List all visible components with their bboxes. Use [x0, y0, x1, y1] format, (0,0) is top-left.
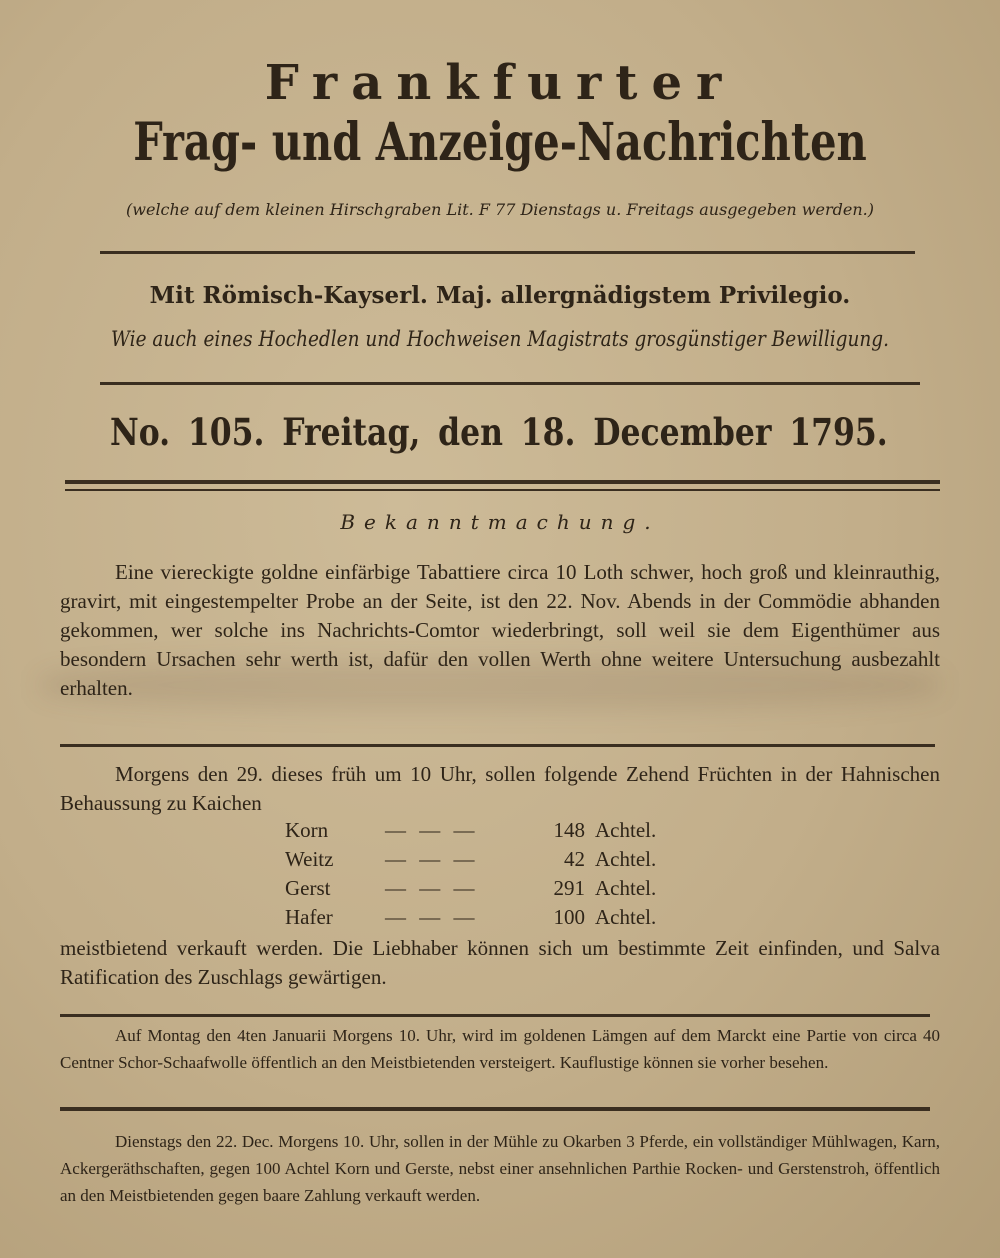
- privilege-line: Mit Römisch-Kayserl. Maj. allergnädigstem Privilegio.: [149, 282, 851, 309]
- notice-4: Dienstags den 22. Dec. Morgens 10. Uhr, sollen in der Mühle zu Okarben 3 Pferde, ein vollständiger Mühlwagen, Karn, Ackergeräthschaften, gegen 100 Achtel Korn und Gerste, nebst einer ansehnlichen Parthie Rocken- und Gerstenstroh, öffentlich an den Meistbietenden gegen baare Zahlung verkauft werden.: [60, 1132, 940, 1205]
- grain-name: Korn: [285, 818, 329, 842]
- masthead-subtitle: (welche auf dem kleinen Hirschgraben Lit. F 77 Dienstags u. Freitags ausgegeben werden.): [126, 200, 874, 219]
- double-divider-bottom: [65, 489, 940, 491]
- divider: [60, 1014, 930, 1017]
- notice-3: Auf Montag den 4ten Januarii Morgens 10. Uhr, wird im goldenen Lämgen auf dem Marckt eine Partie von circa 40 Centner Schor-Schaafwolle öffentlich an den Meistbietenden versteigert. Kauflustige können sie vorher besehen.: [60, 1026, 940, 1072]
- dash: — — —: [385, 847, 479, 871]
- unit: Achtel.: [595, 876, 657, 900]
- dash: — — —: [385, 905, 479, 929]
- issue-date: Freitag, den 18. December 1795.: [282, 410, 888, 454]
- double-divider-top: [65, 480, 940, 484]
- section-heading: Bekanntmachung.: [340, 510, 660, 534]
- notice-2-outro: meistbietend verkauft werden. Die Liebhaber können sich um bestimmte Zeit einfinden, und Salva Ratification des Zuschlags gewärtigen.: [60, 936, 940, 989]
- unit: Achtel.: [595, 847, 657, 871]
- masthead-title-line2: Frag- und Anzeige-Nachrichten: [133, 112, 867, 173]
- quantity: 148: [553, 818, 585, 842]
- grain-name: Weitz: [285, 847, 334, 871]
- notice-2-intro: Morgens den 29. dieses früh um 10 Uhr, sollen folgende Zehend Früchten in der Hahnischen Behaussung zu Kaichen: [60, 762, 940, 815]
- masthead-title-line1: Frankfurter: [264, 55, 736, 111]
- issue-line: [110, 410, 888, 454]
- dash: — — —: [385, 818, 479, 842]
- list-item: [285, 847, 685, 872]
- privilege-line-2: Wie auch eines Hochedlen und Hochweisen Magistrats grosgünstiger Bewilligung.: [111, 327, 889, 351]
- unit: Achtel.: [595, 818, 657, 842]
- divider: [100, 251, 915, 254]
- list-item: [285, 876, 685, 901]
- quantity: 42: [564, 847, 585, 871]
- list-item: [285, 818, 685, 843]
- list-item: [285, 905, 685, 930]
- grain-name: Hafer: [285, 905, 333, 929]
- grain-name: Gerst: [285, 876, 331, 900]
- divider: [100, 382, 920, 385]
- quantity: 100: [553, 905, 585, 929]
- quantity: 291: [553, 876, 585, 900]
- unit: Achtel.: [595, 905, 657, 929]
- notice-1: Eine viereckigte goldne einfärbige Tabattiere circa 10 Loth schwer, hoch groß und kleinrauthig, gravirt, mit eingestempelter Probe an der Seite, ist den 22. Nov. Abends in der Commödie abhanden gekommen, wer solche ins Nachrichts-Comtor wiederbringt, soll weil sie dem Eigenthümer aus besondern Ursachen sehr werth ist, dafür den vollen Werth ohne weitere Untersuchung ausbezahlt erhalten.: [60, 560, 940, 700]
- divider: [60, 744, 935, 747]
- dash: — — —: [385, 876, 479, 900]
- divider: [60, 1107, 930, 1111]
- issue-number: No. 105.: [110, 410, 265, 454]
